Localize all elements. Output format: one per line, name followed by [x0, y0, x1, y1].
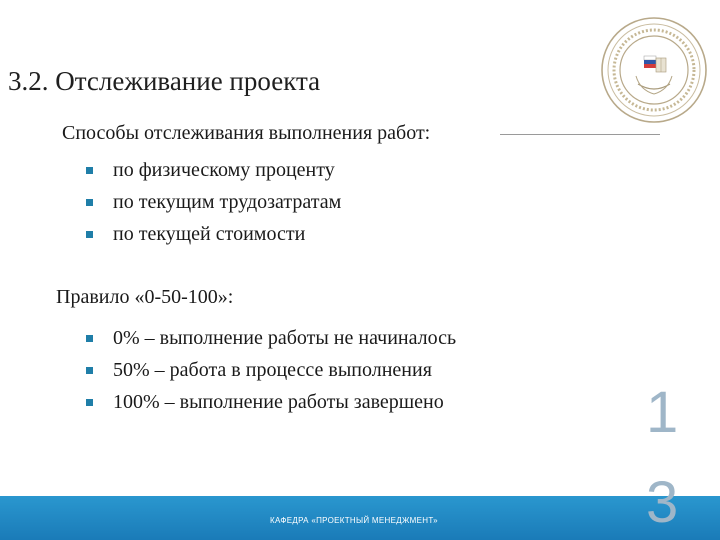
- square-bullet-icon: [86, 231, 93, 238]
- footer-department-label: КАФЕДРА «ПРОЕКТНЫЙ МЕНЕДЖМЕНТ»: [270, 516, 438, 525]
- square-bullet-icon: [86, 199, 93, 206]
- page-number-digit: 3: [646, 470, 679, 535]
- list-item-text: по текущей стоимости: [113, 223, 306, 245]
- title-divider: [500, 134, 660, 135]
- list-item: [86, 186, 341, 218]
- list-item-text: 0% – выполнение работы не начиналось: [113, 327, 457, 349]
- list-item-text: 50% – работа в процессе выполнения: [113, 359, 432, 381]
- list-item: [86, 322, 456, 354]
- square-bullet-icon: [86, 167, 93, 174]
- rule-heading: Правило «0-50-100»:: [56, 286, 234, 308]
- tracking-methods-list: [86, 154, 341, 250]
- square-bullet-icon: [86, 399, 93, 406]
- tracking-methods-heading: Способы отслеживания выполнения работ:: [62, 122, 431, 144]
- rule-list: [86, 322, 456, 418]
- university-seal-icon: [598, 14, 710, 126]
- list-item: [86, 354, 456, 386]
- list-item: [86, 386, 456, 418]
- square-bullet-icon: [86, 335, 93, 342]
- list-item: [86, 154, 341, 186]
- slide-title: 3.2. Отслеживание проекта: [8, 66, 321, 96]
- page-number-digit: 1: [646, 380, 679, 445]
- list-item-text: по физическому проценту: [113, 159, 335, 181]
- list-item-text: 100% – выполнение работы завершено: [113, 391, 444, 413]
- list-item: [86, 218, 341, 250]
- list-item-text: по текущим трудозатратам: [113, 191, 342, 213]
- square-bullet-icon: [86, 367, 93, 374]
